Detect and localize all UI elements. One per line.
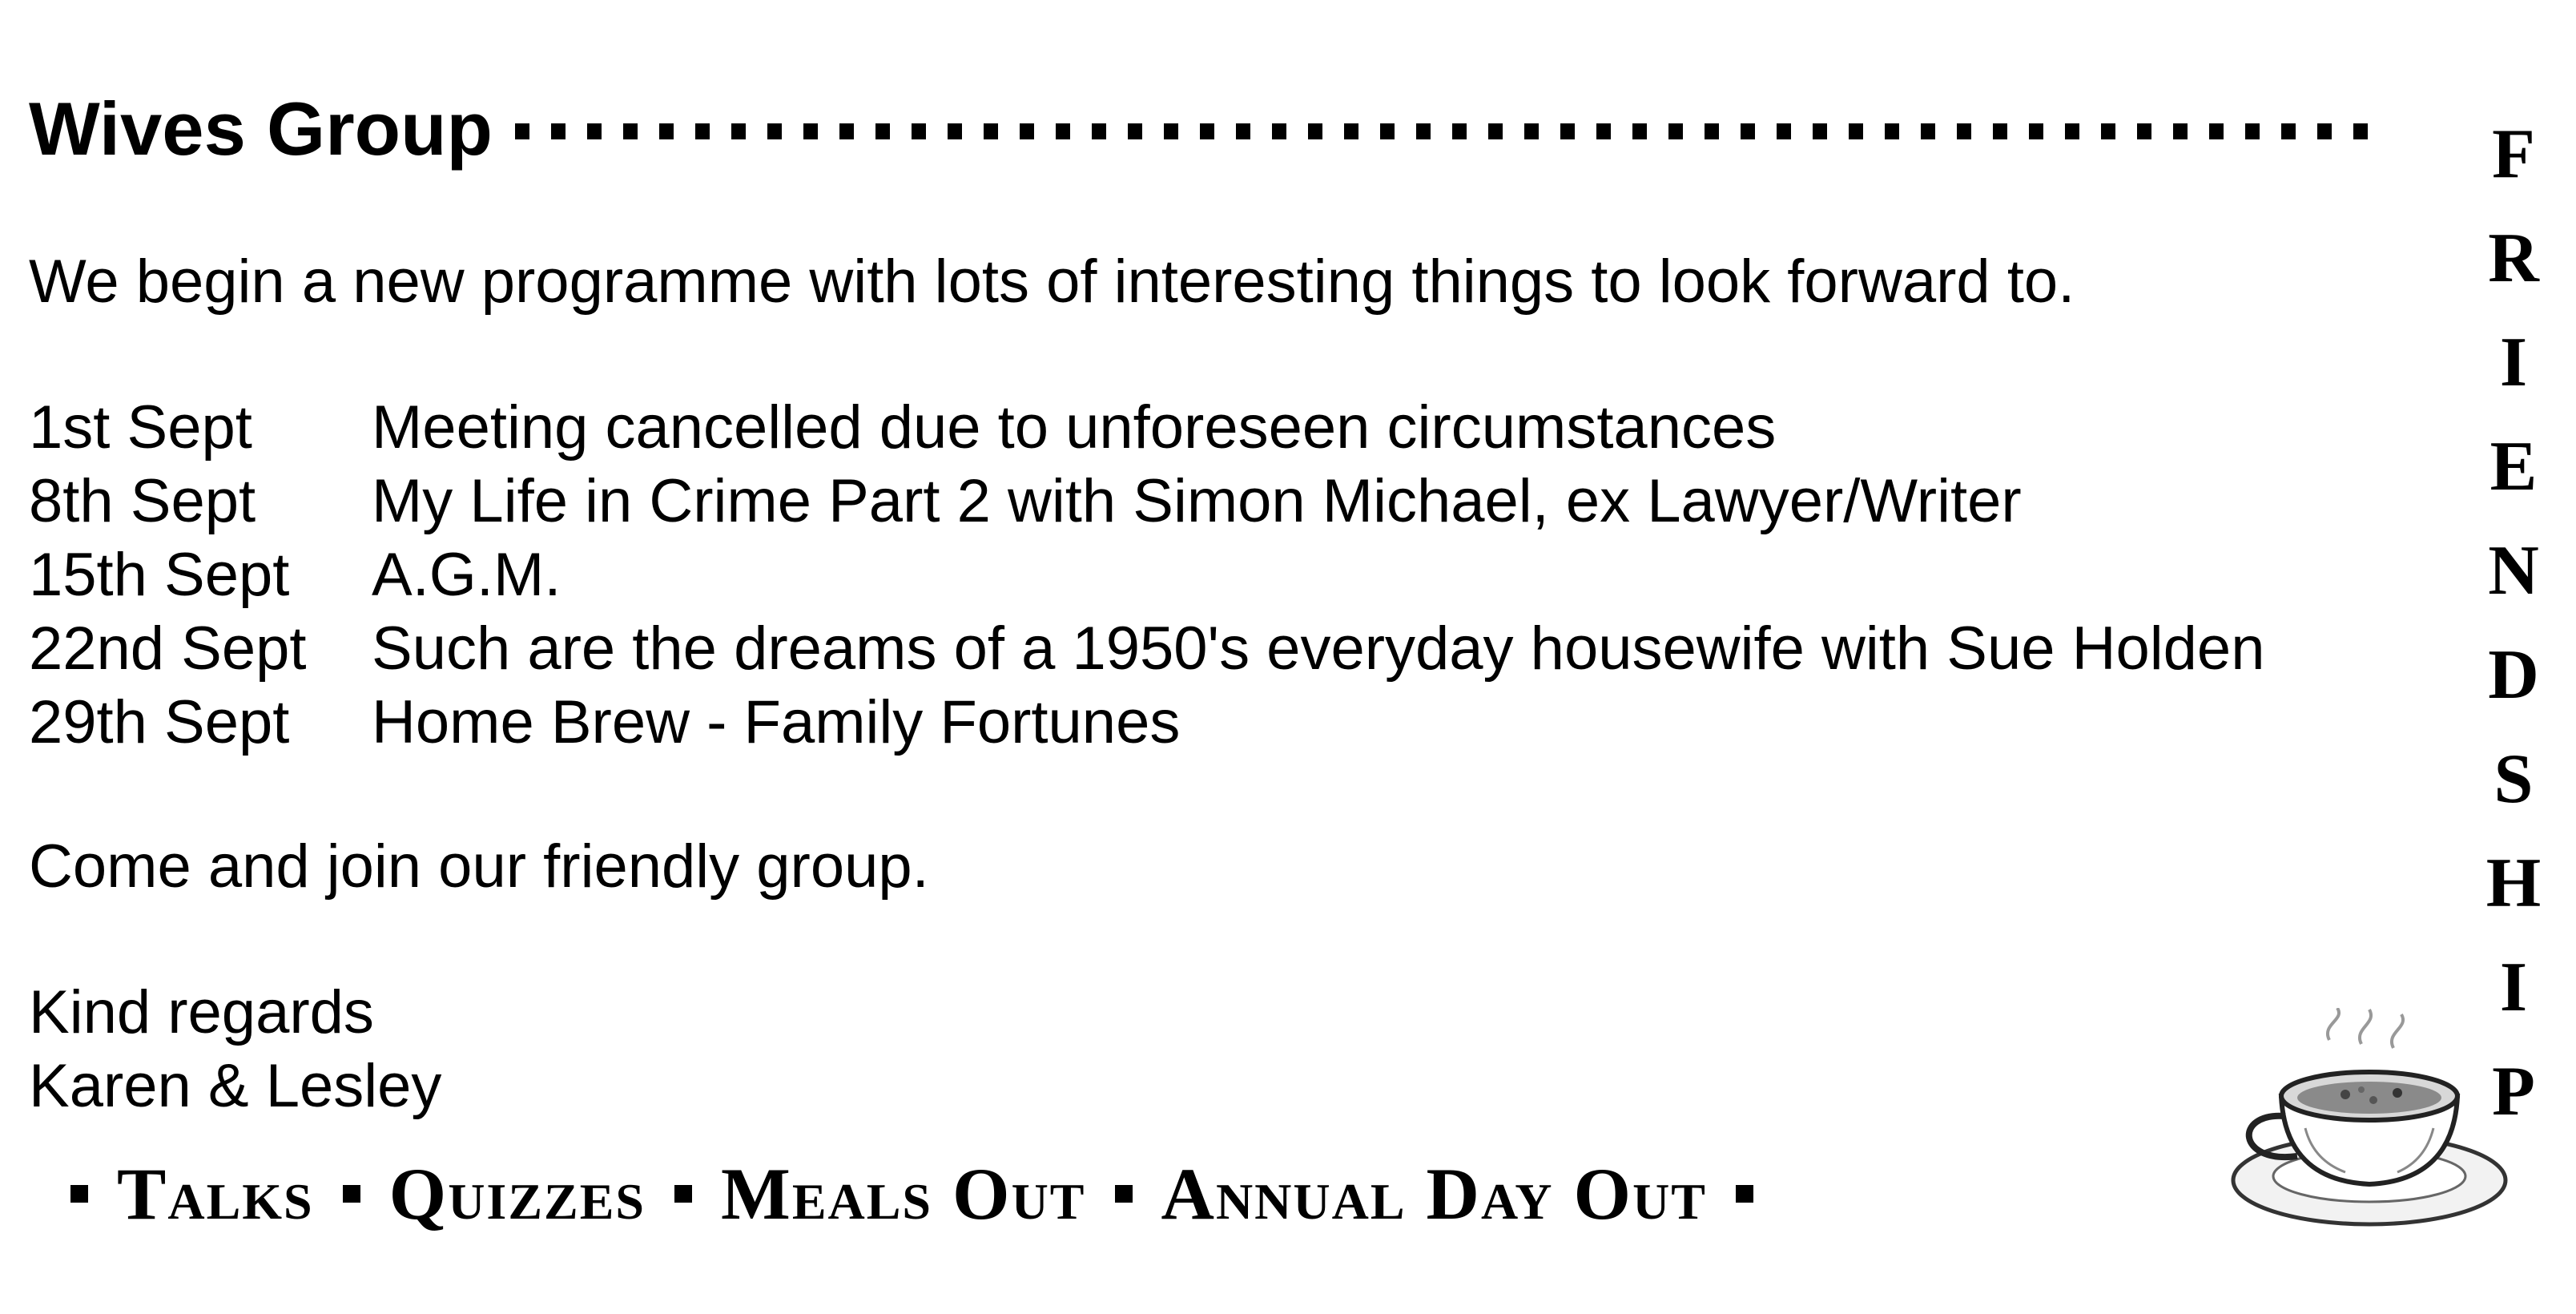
bullet-icon [1115,1185,1133,1203]
bullet-icon [70,1185,88,1203]
schedule-row [29,391,2264,465]
vertical-letter: F [2492,115,2535,193]
vertical-letter: D [2488,636,2539,714]
page-title: Wives Group [29,87,493,171]
bullet-icon [1736,1185,1753,1203]
vertical-letter: R [2488,220,2539,297]
schedule-event: My Life in Crime Part 2 with Simon Michael, ex Lawyer/Writer [372,467,2022,535]
vertical-letter: I [2499,324,2528,401]
vertical-letter: S [2493,740,2534,818]
vertical-letter: N [2488,532,2539,610]
signature-text: Karen & Lesley [29,1052,442,1120]
heading-row [29,77,2368,181]
footer-item: Talks [117,1153,314,1235]
schedule-list [29,391,2264,760]
schedule-event: Such are the dreams of a 1950's everyday housewife with Sue Holden [372,615,2265,683]
schedule-row [29,465,2264,538]
vertical-letter: P [2492,1053,2535,1131]
footer-item: Meals Out [721,1153,1086,1235]
schedule-date: 22nd Sept [29,615,307,683]
vertical-letter: E [2489,428,2538,506]
schedule-date: 29th Sept [29,688,290,756]
schedule-event: Meeting cancelled due to unforeseen circumstances [372,393,1777,462]
bullet-icon [343,1185,360,1203]
schedule-row [29,538,2264,612]
schedule-date: 15th Sept [29,541,290,609]
schedule-date: 1st Sept [29,393,252,462]
schedule-date: 8th Sept [29,467,256,535]
footer-activities [58,1146,1782,1242]
vertical-word-friendship [2465,103,2562,1144]
footer-item: Quizzes [388,1153,646,1235]
schedule-event: Home Brew - Family Fortunes [372,688,1181,756]
teacup-icon [2209,1008,2514,1248]
bullet-icon [674,1185,692,1203]
intro-text: We begin a new programme with lots of interesting things to look forward to. [29,248,2075,316]
vertical-letter: I [2499,949,2528,1026]
schedule-row [29,686,2264,760]
regards-text: Kind regards [29,978,374,1046]
footer-item: Annual Day Out [1161,1153,1707,1235]
vertical-letter: H [2485,844,2542,922]
closing-text: Come and join our friendly group. [29,832,929,901]
schedule-event: A.G.M. [372,541,561,609]
schedule-row [29,612,2264,686]
dotted-leader [515,123,2368,139]
